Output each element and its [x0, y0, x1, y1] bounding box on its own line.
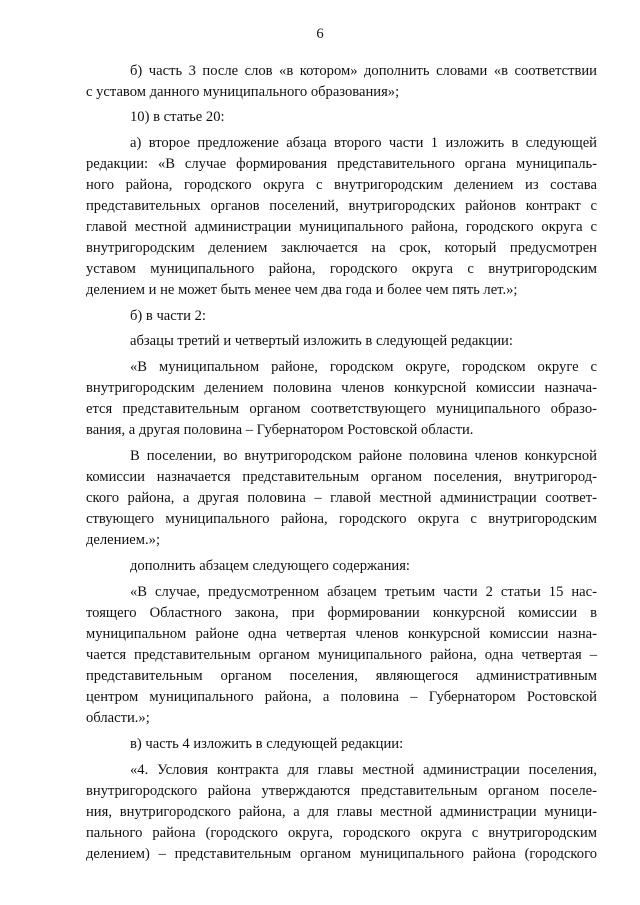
text-line: представительным органом поселения, являющегося административным	[86, 668, 597, 684]
text-line: ния, внутригородского района, а для главы местной администрации муници-	[86, 804, 597, 820]
text-line: «В случае, предусмотренном абзацем третьим части 2 статьи 15 нас-	[130, 584, 597, 600]
text-line: внутригородским делением половина членов конкурсной комиссии назнача-	[86, 380, 597, 396]
text-line: с уставом данного муниципального образования»;	[86, 84, 400, 100]
text-line: внутригородским делением заключается на срок, который предусмотрен	[86, 240, 597, 256]
text-line: уставом муниципального района, городского округа с внутригородским	[86, 261, 597, 277]
text-line: в) часть 4 изложить в следующей редакции:	[130, 736, 404, 752]
text-line: центром муниципального района, а половина – Губернатором Ростовской	[86, 689, 597, 705]
text-line: б) в части 2:	[130, 308, 206, 324]
page-number: 6	[316, 26, 324, 42]
text-line: а) второе предложение абзаца второго части 1 изложить в следующей	[130, 135, 597, 151]
text-line: абзацы третий и четвертый изложить в следующей редакции:	[130, 333, 513, 349]
text-line: ствующего муниципального района, городского округа с внутригородским	[86, 511, 597, 527]
text-line: ного района, городского округа с внутригородским делением из состава	[86, 177, 597, 193]
text-line: дополнить абзацем следующего содержания:	[130, 558, 410, 574]
text-line: ского района, а другая половина – главой местной администрации соответ-	[86, 490, 597, 506]
text-line: ется представительным органом соответствующего муниципального образо-	[86, 401, 597, 417]
text-line: делением) – представительным органом муниципального района (городского	[86, 846, 597, 862]
text-line: представительных органов поселений, внутригородских районов контракт с	[86, 198, 597, 214]
text-line: «4. Условия контракта для главы местной администрации поселения,	[130, 762, 597, 778]
text-line: муниципальном районе одна четвертая членов конкурсной комиссии назна-	[86, 626, 597, 642]
text-line: 10) в статье 20:	[130, 109, 225, 125]
text-line: области.»;	[86, 710, 150, 726]
text-line: главой местной администрации муниципального района, городского округа с	[86, 219, 597, 235]
text-line: пального района (городского округа, городского округа с внутригородским	[86, 825, 597, 841]
text-line: вания, а другая половина – Губернатором Ростовской области.	[86, 422, 474, 438]
text-line: чается представительным органом муниципального района, одна четвертая –	[86, 647, 597, 663]
text-line: В поселении, во внутригородском районе половина членов конкурсной	[130, 448, 597, 464]
text-line: внутригородского района утверждаются представительным органом поселе-	[86, 783, 597, 799]
text-line: делением.»;	[86, 532, 160, 548]
text-line: комиссии назначается представительным органом поселения, внутригород-	[86, 469, 597, 485]
text-line: «В муниципальном районе, городском округе, городском округе с	[130, 359, 597, 375]
text-line: тоящего Областного закона, при формировании конкурсной комиссии в	[86, 605, 597, 621]
text-line: б) часть 3 после слов «в котором» дополнить словами «в соответствии	[130, 63, 597, 79]
text-line: делением и не может быть менее чем два года и более чем пять лет.»;	[86, 282, 518, 298]
text-line: редакции: «В случае формирования представительного органа муниципаль-	[86, 156, 597, 172]
